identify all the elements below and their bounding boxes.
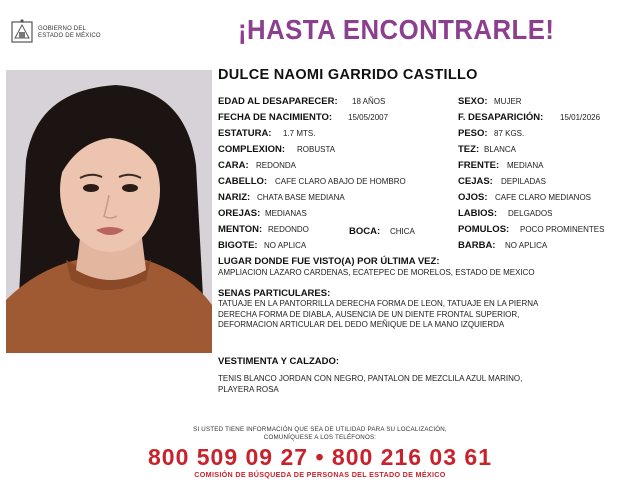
value-edad: 18 AÑOS bbox=[352, 97, 386, 106]
value-peso: 87 KGS. bbox=[494, 129, 525, 138]
value-cabello: CAFE CLARO ABAJO DE HOMBRO bbox=[275, 177, 406, 186]
value-sexo: MUJER bbox=[494, 97, 522, 106]
footer-note-1: SI USTED TIENE INFORMACIÓN QUE SEA DE UTILIDAD PARA SU LOCALIZACIÓN, bbox=[193, 426, 447, 433]
value-nariz: CHATA BASE MEDIANA bbox=[257, 193, 345, 202]
label-nacimiento: FECHA DE NACIMIENTO: bbox=[218, 112, 332, 123]
logo-line-2: ESTADO DE MÉXICO bbox=[38, 33, 101, 39]
logo-line-1: GOBIERNO DEL bbox=[38, 26, 87, 32]
value-labios: DELGADOS bbox=[508, 209, 553, 218]
value-menton: REDONDO bbox=[268, 225, 309, 234]
vestimenta-line-2: PLAYERA ROSA bbox=[218, 384, 279, 394]
value-boca: CHICA bbox=[390, 227, 415, 236]
value-cara: REDONDA bbox=[256, 161, 297, 170]
person-photo bbox=[6, 70, 212, 353]
footer-note-2: COMUNÍQUESE A LOS TELÉFONOS: bbox=[263, 434, 377, 441]
label-bigote: BIGOTE: bbox=[218, 240, 258, 251]
label-menton: MENTON: bbox=[218, 224, 263, 235]
value-frente: MEDIANA bbox=[507, 161, 544, 170]
lugar-text bbox=[218, 268, 535, 279]
label-cara: CARA: bbox=[218, 160, 249, 171]
value-desaparicion: 15/01/2026 bbox=[560, 113, 601, 122]
vestimenta-text bbox=[218, 374, 522, 395]
senas-line-1: TATUAJE EN LA PANTORRILLA DERECHA FORMA DE LEON, TATUAJE EN LA PIERNA bbox=[218, 299, 539, 308]
senas-line-3: DEFORMACION ARTICULAR DEL DEDO MEÑIQUE DE LA MANO IZQUIERDA bbox=[218, 320, 505, 329]
value-ojos: CAFE CLARO MEDIANOS bbox=[495, 193, 592, 202]
label-desaparicion: F. DESAPARICIÓN: bbox=[458, 112, 544, 123]
lugar-title: LUGAR DONDE FUE VISTO(A) POR ÚLTIMA VEZ: bbox=[218, 256, 440, 267]
value-tez: BLANCA bbox=[484, 145, 517, 154]
vestimenta-title: VESTIMENTA Y CALZADO: bbox=[218, 356, 340, 367]
phone-numbers: 800 509 09 27 • 800 216 03 61 bbox=[147, 444, 492, 470]
headline: ¡HASTA ENCONTRARLE! bbox=[238, 14, 555, 45]
value-cejas: DEPILADAS bbox=[501, 177, 546, 186]
label-sexo: SEXO: bbox=[458, 96, 488, 107]
label-cejas: CEJAS: bbox=[458, 176, 493, 187]
label-labios: LABIOS: bbox=[458, 208, 498, 219]
label-tez: TEZ: bbox=[458, 144, 480, 155]
value-complexion: ROBUSTA bbox=[297, 145, 336, 154]
senas-title: SENAS PARTICULARES: bbox=[218, 288, 331, 299]
label-peso: PESO: bbox=[458, 128, 488, 139]
label-estatura: ESTATURA: bbox=[218, 128, 272, 139]
government-logo bbox=[10, 18, 120, 46]
label-edad: EDAD AL DESAPARECER: bbox=[218, 96, 338, 107]
label-pomulos: POMULOS: bbox=[458, 224, 510, 235]
label-orejas: OREJAS: bbox=[218, 208, 261, 219]
label-cabello: CABELLO: bbox=[218, 176, 268, 187]
value-pomulos: POCO PROMINENTES bbox=[520, 225, 605, 234]
senas-line-2: DERECHA FORMA DE DIABLA, AUSENCIA DE UN DIENTE FRONTAL SUPERIOR, bbox=[218, 309, 520, 319]
label-ojos: OJOS: bbox=[458, 192, 488, 203]
state-seal-icon bbox=[10, 18, 34, 44]
value-nacimiento: 15/05/2007 bbox=[348, 113, 389, 122]
person-name: DULCE NAOMI GARRIDO CASTILLO bbox=[218, 67, 478, 83]
portrait-illustration bbox=[6, 70, 212, 353]
lugar-line: AMPLIACION LAZARO CARDENAS, ECATEPEC DE MORELOS, ESTADO DE MEXICO bbox=[218, 268, 535, 277]
label-barba: BARBA: bbox=[458, 240, 496, 251]
label-nariz: NARIZ: bbox=[218, 192, 251, 203]
footer-organization: COMISIÓN DE BÚSQUEDA DE PERSONAS DEL ESTADO DE MÉXICO bbox=[194, 470, 446, 479]
label-complexion: COMPLEXION: bbox=[218, 144, 286, 155]
senas-text bbox=[218, 299, 538, 331]
value-barba: NO APLICA bbox=[505, 241, 548, 250]
value-orejas: MEDIANAS bbox=[265, 209, 307, 218]
value-bigote: NO APLICA bbox=[264, 241, 307, 250]
vestimenta-line-1: TENIS BLANCO JORDAN CON NEGRO, PANTALON DE MEZCLILA AZUL MARINO, bbox=[218, 374, 523, 383]
label-frente: FRENTE: bbox=[458, 160, 500, 171]
label-boca: BOCA: bbox=[349, 226, 381, 237]
logo-text bbox=[38, 26, 101, 40]
value-estatura: 1.7 MTS. bbox=[283, 129, 316, 138]
